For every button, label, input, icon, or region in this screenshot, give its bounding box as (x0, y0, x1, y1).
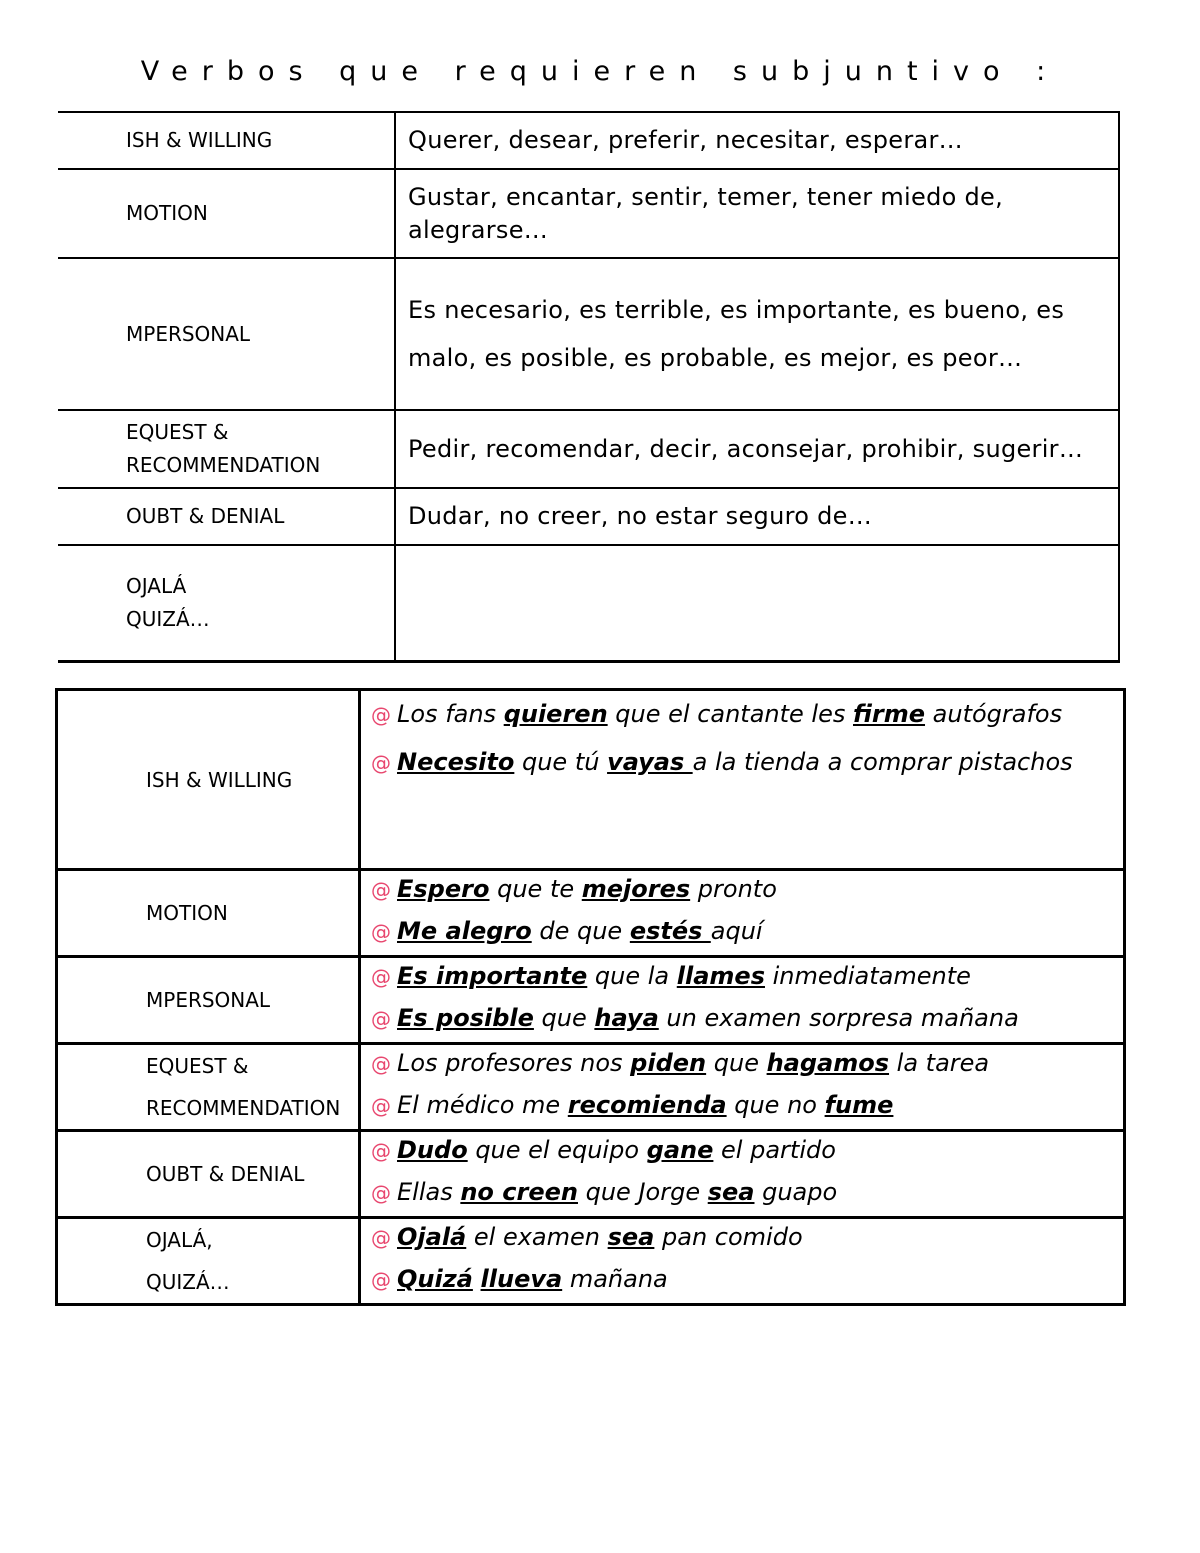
table-row (57, 957, 1125, 1044)
swirl-bullet-icon: @ (371, 1268, 391, 1292)
example-sentence: @ Los profesores nos piden que hagamos la tarea (371, 1049, 990, 1077)
keyword: Necesito (397, 748, 515, 776)
category-line: QUIZÁ… (146, 1270, 230, 1294)
verbs-cell: Querer, desear, preferir, necesitar, esperar… (395, 112, 1119, 169)
category-cell: ISH & WILLING (58, 112, 395, 169)
table-row (58, 112, 1119, 169)
table-row (57, 1044, 1125, 1131)
example-sentence: @ Dudo que el equipo gane el partido (371, 1136, 836, 1164)
verbs-cell: Es necesario, es terrible, es importante, es bueno, es malo, es posible, es probable, es mejor, es peor… (395, 258, 1119, 410)
verbs-cell: Pedir, recomendar, decir, aconsejar, prohibir, sugerir… (395, 410, 1119, 488)
category-cell (57, 1218, 360, 1305)
category-line: EQUEST & (146, 1054, 249, 1078)
verbs-table (58, 111, 1120, 663)
example-sentence: @ Me alegro de que estés aquí (371, 917, 763, 945)
keyword: Espero (397, 875, 490, 903)
keyword: no creen (460, 1178, 578, 1206)
swirl-bullet-icon: @ (371, 878, 391, 902)
example-sentence: @ Es posible que haya un examen sorpresa mañana (371, 1004, 1019, 1032)
keyword: quieren (503, 700, 608, 728)
table-row (58, 488, 1119, 545)
swirl-bullet-icon: @ (371, 751, 391, 775)
page-title: Verbos que requieren subjuntivo : (140, 56, 1060, 87)
examples-cell (360, 870, 1125, 957)
verbs-cell: Dudar, no creer, no estar seguro de… (395, 488, 1119, 545)
keyword: sea (707, 1178, 755, 1206)
category-line: RECOMMENDATION (146, 1096, 341, 1120)
table-row (57, 690, 1125, 870)
keyword: sea (607, 1223, 655, 1251)
table-row (58, 410, 1119, 488)
category-cell: OUBT & DENIAL (57, 1131, 360, 1218)
examples-cell (360, 690, 1125, 870)
keyword: mejores (581, 875, 691, 903)
keyword: llueva (480, 1265, 563, 1293)
category-cell: MPERSONAL (57, 957, 360, 1044)
keyword: llames (676, 962, 765, 990)
keyword: gane (646, 1136, 714, 1164)
keyword: Es posible (397, 1004, 534, 1032)
table-row (58, 545, 1119, 661)
keyword: Quizá (397, 1265, 473, 1293)
examples-table (55, 688, 1126, 1306)
swirl-bullet-icon: @ (371, 1094, 391, 1118)
category-cell (58, 545, 395, 661)
example-sentence: @ Necesito que tú vayas a la tienda a comprar pistachos (371, 748, 1073, 776)
category-cell: OUBT & DENIAL (58, 488, 395, 545)
swirl-bullet-icon: @ (371, 965, 391, 989)
table-row (57, 870, 1125, 957)
table-row (57, 1218, 1125, 1305)
examples-cell (360, 1131, 1125, 1218)
category-line: OJALÁ (126, 573, 187, 598)
verbs-cell: Gustar, encantar, sentir, temer, tener miedo de, alegrarse… (395, 169, 1119, 258)
example-sentence: @ Los fans quieren que el cantante les firme autógrafos (371, 700, 1063, 728)
swirl-bullet-icon: @ (371, 1226, 391, 1250)
keyword: Es importante (397, 962, 588, 990)
example-sentence: @ Espero que te mejores pronto (371, 875, 777, 903)
example-sentence: @ Ojalá el examen sea pan comido (371, 1223, 803, 1251)
keyword: firme (853, 700, 926, 728)
table-row (58, 169, 1119, 258)
verbs-cell (395, 545, 1119, 661)
table-row (58, 258, 1119, 410)
swirl-bullet-icon: @ (371, 920, 391, 944)
category-cell: MOTION (58, 169, 395, 258)
swirl-bullet-icon: @ (371, 1181, 391, 1205)
swirl-bullet-icon: @ (371, 703, 391, 727)
example-sentence: @ Ellas no creen que Jorge sea guapo (371, 1178, 838, 1206)
keyword: recomienda (567, 1091, 727, 1119)
keyword: Dudo (397, 1136, 468, 1164)
category-line: QUIZÁ… (126, 606, 210, 631)
keyword: fume (824, 1091, 894, 1119)
category-line: OJALÁ, (146, 1228, 213, 1252)
swirl-bullet-icon: @ (371, 1007, 391, 1031)
keyword: estés (629, 917, 711, 945)
swirl-bullet-icon: @ (371, 1139, 391, 1163)
category-cell: MOTION (57, 870, 360, 957)
example-sentence: @ Quizá llueva mañana (371, 1265, 668, 1293)
examples-cell (360, 1218, 1125, 1305)
table-row (57, 1131, 1125, 1218)
category-cell (57, 1044, 360, 1131)
keyword: haya (594, 1004, 659, 1032)
keyword: piden (630, 1049, 707, 1077)
swirl-bullet-icon: @ (371, 1052, 391, 1076)
examples-cell (360, 1044, 1125, 1131)
keyword: Ojalá (397, 1223, 467, 1251)
keyword: Me alegro (397, 917, 532, 945)
category-cell: MPERSONAL (58, 258, 395, 410)
category-cell: EQUEST & RECOMMENDATION (58, 410, 395, 488)
example-sentence: @ Es importante que la llames inmediatamente (371, 962, 971, 990)
examples-cell (360, 957, 1125, 1044)
example-sentence: @ El médico me recomienda que no fume (371, 1091, 894, 1119)
keyword: hagamos (766, 1049, 890, 1077)
category-cell: ISH & WILLING (57, 690, 360, 870)
keyword: vayas (607, 748, 693, 776)
